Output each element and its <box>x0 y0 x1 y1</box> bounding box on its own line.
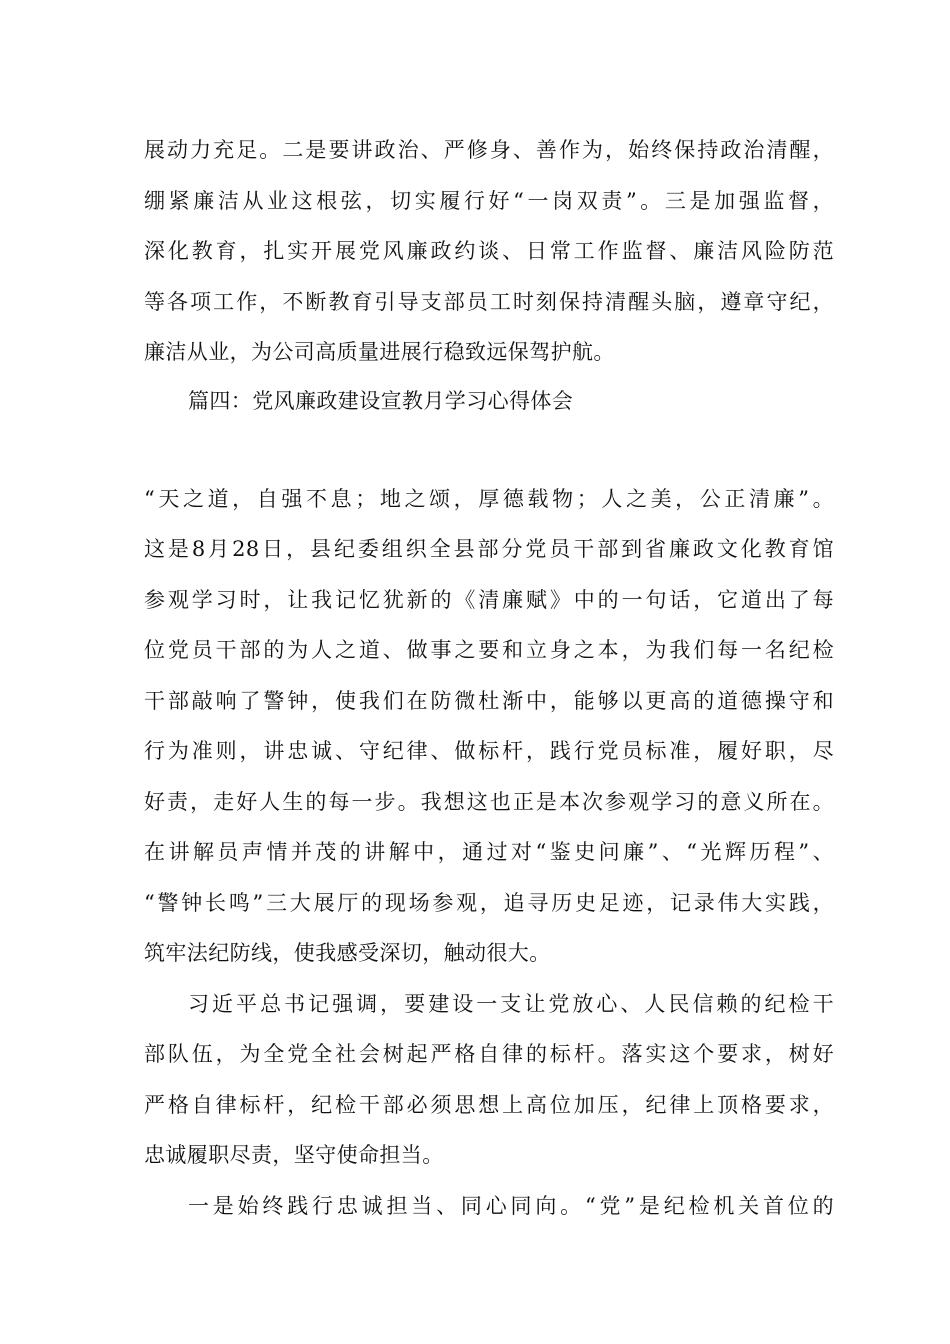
text-line: 绷紧廉洁从业这根弦，切实履行好“一岗双责”。三是加强监督， <box>144 189 834 213</box>
text-line: “天之道，自强不息；地之颂，厚德载物；人之美，公正清廉”。 <box>144 487 834 511</box>
text-line: 部队伍，为全党全社会树起严格自律的标杆。落实这个要求，树好 <box>144 1042 834 1066</box>
text-line: 一是始终践行忠诚担当、同心同向。“党”是纪检机关首位的 <box>188 1194 834 1218</box>
text-line: 行为准则，讲忠诚、守纪律、做标杆，践行党员标准，履好职，尽 <box>144 739 834 763</box>
text-line: 深化教育，扎实开展党风廉政约谈、日常工作监督、廉洁风险防范 <box>144 239 834 263</box>
text-line: 廉洁从业，为公司高质量进展行稳致远保驾护航。 <box>144 340 615 364</box>
text-line: 这是8月28日，县纪委组织全县部分党员干部到省廉政文化教育馆 <box>144 537 834 561</box>
text-line: 好责，走好人生的每一步。我想这也正是本次参观学习的意义所在。 <box>144 790 834 814</box>
text-line: 干部敲响了警钟，使我们在防微杜渐中，能够以更高的道德操守和 <box>144 689 834 713</box>
text-line: 在讲解员声情并茂的讲解中，通过对“鉴史问廉”、“光辉历程”、 <box>144 840 834 864</box>
text-line: 忠诚履职尽责，坚守使命担当。 <box>144 1143 444 1167</box>
text-line: 筑牢法纪防线，使我感受深切，触动很大。 <box>144 941 551 965</box>
text-line: 等各项工作，不断教育引导支部员工时刻保持清醒头脑，遵章守纪， <box>144 290 834 314</box>
text-line: 参观学习时，让我记忆犹新的《清廉赋》中的一句话，它道出了每 <box>144 588 834 612</box>
text-line: 位党员干部的为人之道、做事之要和立身之本，为我们每一名纪检 <box>144 638 834 662</box>
section-heading: 篇四：党风廉政建设宣教月学习心得体会 <box>188 389 574 413</box>
text-line: 习近平总书记强调，要建设一支让党放心、人民信赖的纪检干 <box>188 992 834 1016</box>
text-line: 展动力充足。二是要讲政治、严修身、善作为，始终保持政治清醒， <box>144 138 834 162</box>
text-line: “警钟长鸣”三大展厅的现场参观，追寻历史足迹，记录伟大实践， <box>144 891 834 915</box>
text-line: 严格自律标杆，纪检干部必须思想上高位加压，纪律上顶格要求， <box>144 1093 834 1117</box>
